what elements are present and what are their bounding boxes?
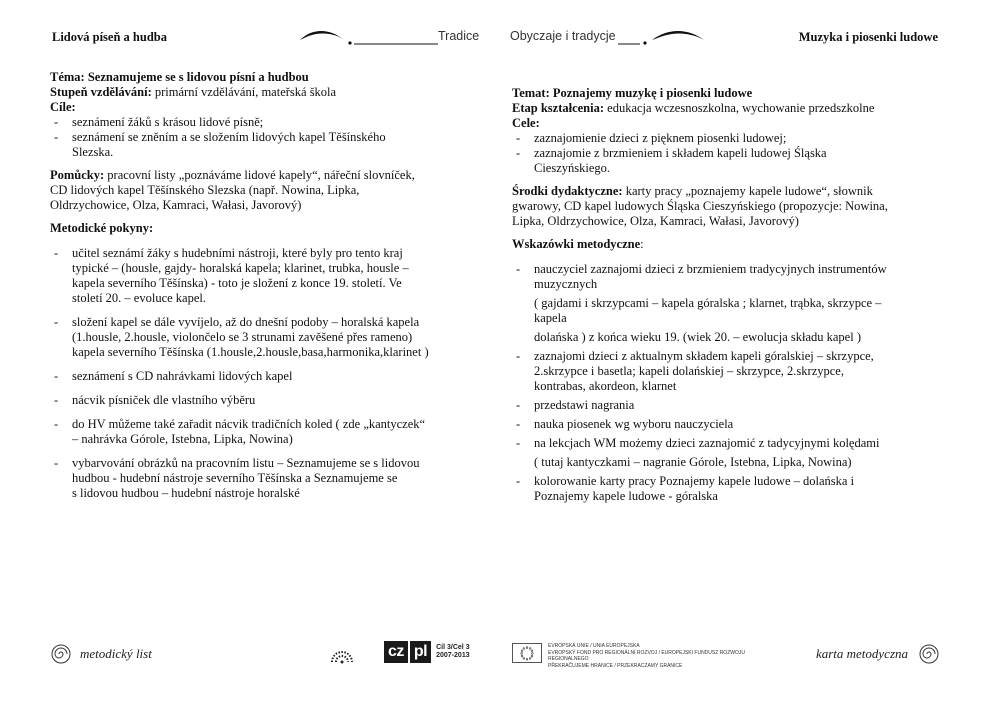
spiral-left-icon [50, 643, 72, 665]
eu-flag-icon [512, 643, 542, 663]
list-item: - seznámení s CD nahrávkami lidových kapel [50, 369, 470, 384]
eu-fund-text: EVROPSKÁ UNIE / UNIA EUROPEJSKA EVROPSKÝ FOND PRO REGIONÁLNÍ ROZVOJ / EUROPEJSKI FUNDUSZ ROZWOJU REGIONALNEGO PŘEKRAČUJEME HRANICE / PRZEKRACZAMY GRANICE [548, 643, 745, 669]
goals-list [50, 115, 470, 160]
band-label-left: Tradice [438, 29, 480, 43]
list-item: - učitel seznámí žáky s hudebními nástroji, které byly pro tento kraj typické – (housle, gajdy- horalská kapela; klarinet, trubka, housle – kapela severního Těšínska) - toto je složení z konce 19. století. Ve století 20. – evoluce kapel. [50, 246, 470, 306]
dotted-arc-logo-icon [330, 646, 354, 664]
method-list-final [512, 474, 942, 504]
czpl-logo [384, 641, 470, 663]
goals-heading: Cele: [512, 116, 540, 130]
cz-box: cz [384, 641, 408, 663]
list-item: - nauczyciel zaznajomi dzieci z brzmieniem tradycyjnych instrumentów muzycznych [512, 262, 942, 292]
method-sub-paragraph: dolańska ) z końca wieku 19. (wiek 20. – ewolucja składu kapel ) [534, 330, 861, 344]
method-heading: Wskazówki metodyczne: [512, 237, 644, 251]
list-item: - zaznajomienie dzieci z pięknem piosenki ludowej; [512, 131, 942, 146]
list-item: - na lekcjach WM możemy dzieci zaznajomić z tadycyjnymi kolędami [512, 436, 942, 451]
polish-column [512, 86, 942, 508]
brush-stroke-left-icon [298, 26, 438, 48]
level-line: Etap kształcenia: edukacja wczesnoszkolna, wychowanie przedszkolne [512, 101, 875, 115]
list-item: - zaznajomie z brzmieniem i składem kapeli ludowej Śląska Cieszyńskiego. [512, 146, 942, 176]
list-item: - složení kapel se dále vyvíjelo, až do dnešní podoby – horalská kapela (1.housle, 2.housle, violončelo se 3 strunami zavěšené přes rameno) kapela severního Těšínska (1.housle,2.housle,basa,harmonika,klarinet ) [50, 315, 470, 360]
list-item: - seznámení žáků s krásou lidové písně; [50, 115, 470, 130]
list-item: - nácvik písniček dle vlastního výběru [50, 393, 470, 408]
list-item: - przedstawi nagrania [512, 398, 942, 413]
method-heading: Metodické pokyny: [50, 221, 154, 235]
list-item: - seznámení se zněním a se složením lidových kapel Těšínského Slezska. [50, 130, 470, 160]
level-line: Stupeň vzdělávání: primární vzdělávání, mateřská škola [50, 85, 337, 99]
spiral-right-icon [918, 643, 940, 665]
footer-label-left: metodický list [80, 646, 152, 661]
page-title-right: Muzyka i piosenki ludowe [798, 30, 938, 44]
aids-paragraph: Środki dydaktyczne: karty pracy „poznajemy kapele ludowe“, słownik gwarowy, CD kapel ludowych Śląska Cieszyńskiego (propozycje: Nowina, Lipka, Oldrzychowice, Olza, Kamraci, Wałasi, Javorový) [512, 184, 888, 228]
method-list-continued [512, 349, 942, 451]
list-item: - do HV můžeme také zařadit nácvik tradičních koled ( zde „kantyczek“ – nahrávka Górole, Istebna, Lipka, Nowina) [50, 417, 470, 447]
method-list [512, 262, 942, 292]
footer-label-right: karta metodyczna [815, 646, 908, 661]
topic-line: Téma: Seznamujeme se s lidovou písní a hudbou [50, 70, 309, 84]
method-sub-paragraph: ( tutaj kantyczkami – nagranie Górole, Istebna, Lipka, Nowina) [534, 455, 852, 469]
method-sub-paragraph: ( gajdami i skrzypcami – kapela góralska ; klarnet, trąbka, skrzypce – kapela [534, 296, 882, 325]
pl-box: pl [410, 641, 431, 663]
list-item: - zaznajomi dzieci z aktualnym składem kapeli góralskiej – skrzypce, 2.skrzypce i basetla; kapeli dolańskiej – skrzypce, 2.skrzypce, kontrabas, akordeon, klarnet [512, 349, 942, 394]
method-list [50, 246, 470, 501]
band-label-right: Obyczaje i tradycje [510, 29, 616, 43]
czech-column [50, 70, 470, 510]
list-item: - nauka piosenek wg wyboru nauczyciela [512, 417, 942, 432]
aids-paragraph: Pomůcky: pracovní listy „poznáváme lidové kapely“, nářeční slovníček, CD lidových kapel Těšínského Slezska (např. Nowina, Lipka, Oldrzychowice, Olza, Kamraci, Wałasi, Javorový) [50, 168, 415, 212]
list-item: - kolorowanie karty pracy Poznajemy kapele ludowe – dolańska i Poznajemy kapele ludowe - góralska [512, 474, 942, 504]
topic-line: Temat: Poznajemy muzykę i piosenki ludowe [512, 86, 753, 100]
program-goal: Cíl 3/Cel 3 2007-2013 [436, 644, 470, 659]
goals-heading: Cíle: [50, 100, 76, 114]
brush-stroke-right-icon [618, 26, 708, 48]
page-title-left: Lidová píseň a hudba [52, 30, 167, 44]
list-item: - vybarvování obrázků na pracovním listu – Seznamujeme se s lidovou hudbou - hudební nástroje severního Těšínska a Seznamujeme se s lidovou hudbou – hudební nástroje horalské [50, 456, 470, 501]
goals-list [512, 131, 942, 176]
